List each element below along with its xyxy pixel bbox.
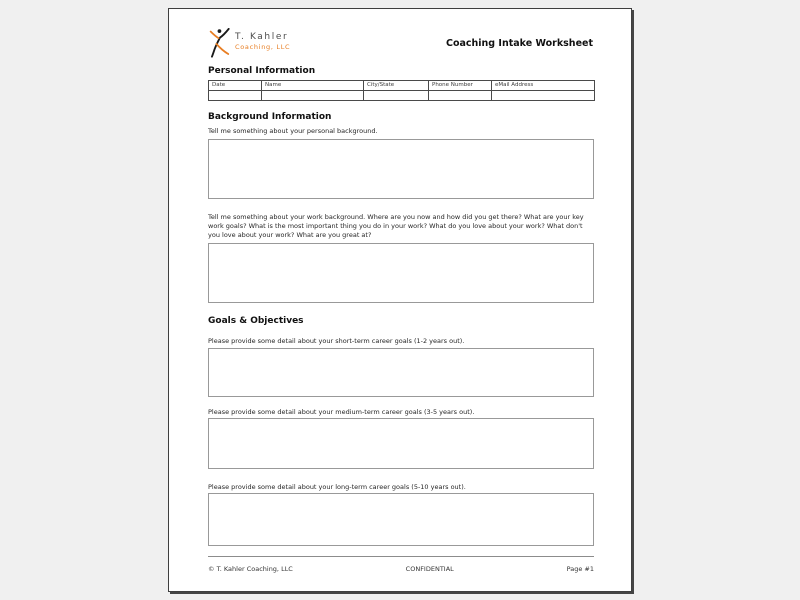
logo-figure-icon [205,28,233,58]
column-header-city-state: City/State [364,81,429,91]
date-field[interactable] [209,91,262,101]
column-header-date: Date [209,81,262,91]
medium-term-goals-prompt: Please provide some detail about your medium-term career goals (3-5 years out). [208,408,475,416]
medium-term-goals-input[interactable] [208,418,594,469]
footer-divider [208,556,594,557]
column-header-email: eMail Address [492,81,595,91]
column-header-name: Name [262,81,364,91]
page-footer [208,565,594,573]
worksheet-page [168,8,632,592]
personal-background-input[interactable] [208,139,594,199]
short-term-goals-input[interactable] [208,348,594,397]
work-background-prompt: Tell me something about your work background. Where are you now and how did you get there? What are your key work goals? What is the most important thing you do in your work? What do you love about your work? What don't you love about your work? What are you great at? [208,213,584,239]
column-header-phone: Phone Number [429,81,492,91]
long-term-goals-prompt: Please provide some detail about your long-term career goals (5-10 years out). [208,483,466,491]
logo-text [235,28,290,51]
footer-copyright: © T. Kahler Coaching, LLC [208,565,293,573]
city-state-field[interactable] [364,91,429,101]
page-title: Coaching Intake Worksheet [445,38,593,49]
company-logo [205,28,290,58]
section-heading-background-information: Background Information [208,112,332,122]
email-address-field[interactable] [492,91,595,101]
footer-page-number: Page #1 [566,565,594,573]
logo-company-subtitle: Coaching, LLC [235,43,291,51]
section-heading-goals-objectives: Goals & Objectives [208,316,304,326]
footer-confidential-label: CONFIDENTIAL [405,565,454,573]
name-field[interactable] [262,91,364,101]
work-background-input[interactable] [208,243,594,303]
personal-background-prompt: Tell me something about your personal background. [208,127,378,135]
logo-company-name: T. Kahler [235,32,289,42]
section-heading-personal-information: Personal Information [208,66,316,76]
table-header-row [209,81,595,91]
short-term-goals-prompt: Please provide some detail about your short-term career goals (1-2 years out). [208,337,465,345]
table-entry-row [209,91,595,101]
phone-number-field[interactable] [429,91,492,101]
personal-info-table [208,80,595,101]
long-term-goals-input[interactable] [208,493,594,546]
